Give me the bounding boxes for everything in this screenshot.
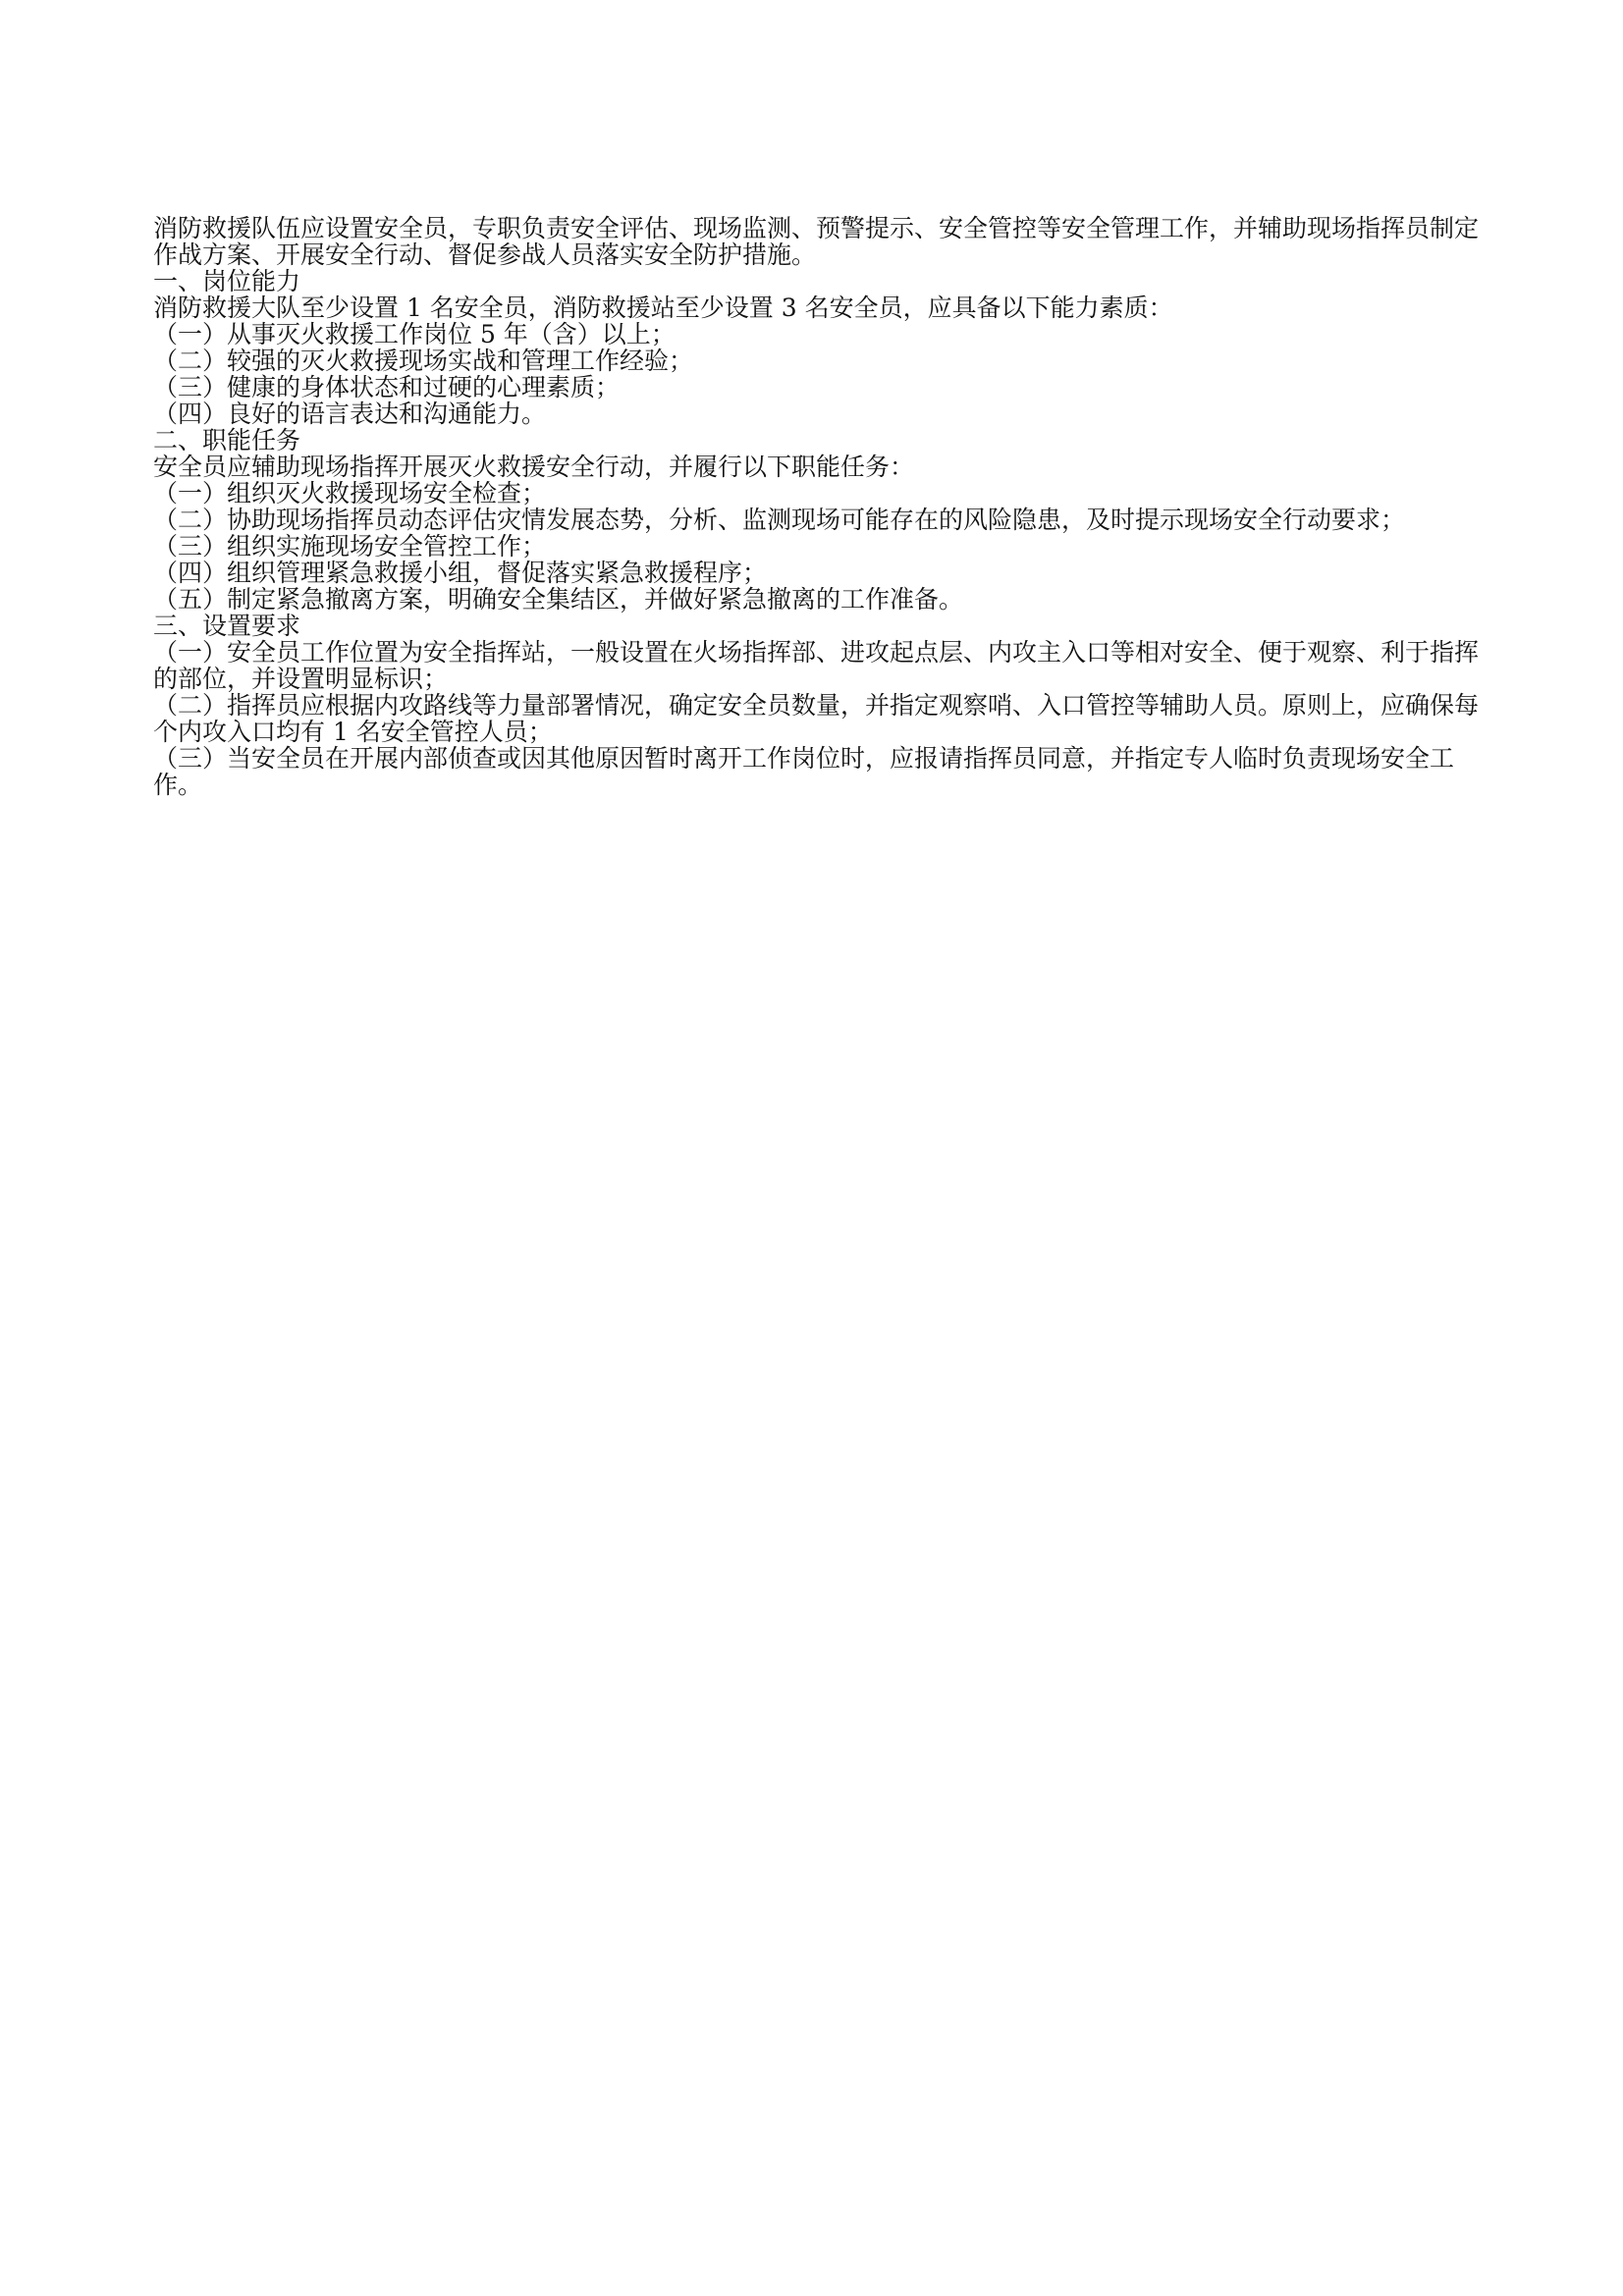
ability-item-3: （三）健康的身体状态和过硬的心理素质； [153, 373, 621, 401]
requirement-item-2: （二）指挥员应根据内攻路线等力量部署情况，确定安全员数量，并指定观察哨、入口管控等辅助人员。原则上，应确保每个内攻入口均有 1 名安全管控人员； [153, 691, 1480, 746]
duty-item-4: （四）组织管理紧急救援小组，督促落实紧急救援程序； [153, 559, 768, 587]
ability-item-4: （四）良好的语言表达和沟通能力。 [153, 400, 547, 428]
intro-paragraph: 消防救援队伍应设置安全员，专职负责安全评估、现场监测、预警提示、安全管控等安全管理工作，并辅助现场指挥员制定作战方案、开展安全行动、督促参战人员落实安全防护措施。 [153, 214, 1480, 269]
section-heading-position-ability: 一、岗位能力 [153, 267, 301, 295]
duty-item-2: （二）协助现场指挥员动态评估灾情发展态势，分析、监测现场可能存在的风险隐患，及时提示现场安全行动要求； [153, 506, 1406, 534]
document-body [153, 215, 1481, 798]
ability-item-2: （二）较强的灭火救援现场实战和管理工作经验； [153, 347, 694, 375]
requirement-item-1: （一）安全员工作位置为安全指挥站，一般设置在火场指挥部、进攻起点层、内攻主入口等相对安全、便于观察、利于指挥的部位，并设置明显标识； [153, 638, 1480, 693]
requirement-item-3: （三）当安全员在开展内部侦查或因其他原因暂时离开工作岗位时，应报请指挥员同意，并指定专人临时负责现场安全工作。 [153, 744, 1455, 799]
ability-item-1: （一）从事灭火救援工作岗位 5 年（含）以上； [153, 320, 676, 348]
section-heading-duties: 二、职能任务 [153, 426, 301, 454]
duty-item-3: （三）组织实施现场安全管控工作； [153, 532, 547, 561]
duties-intro: 安全员应辅助现场指挥开展灭火救援安全行动，并履行以下职能任务： [153, 453, 915, 481]
duty-item-1: （一）组织灭火救援现场安全检查； [153, 479, 547, 507]
duty-item-5: （五）制定紧急撤离方案，明确安全集结区，并做好紧急撤离的工作准备。 [153, 585, 964, 614]
section-heading-requirements: 三、设置要求 [153, 612, 301, 640]
ability-intro: 消防救援大队至少设置 1 名安全员，消防救援站至少设置 3 名安全员，应具备以下能力素质： [153, 294, 1173, 322]
